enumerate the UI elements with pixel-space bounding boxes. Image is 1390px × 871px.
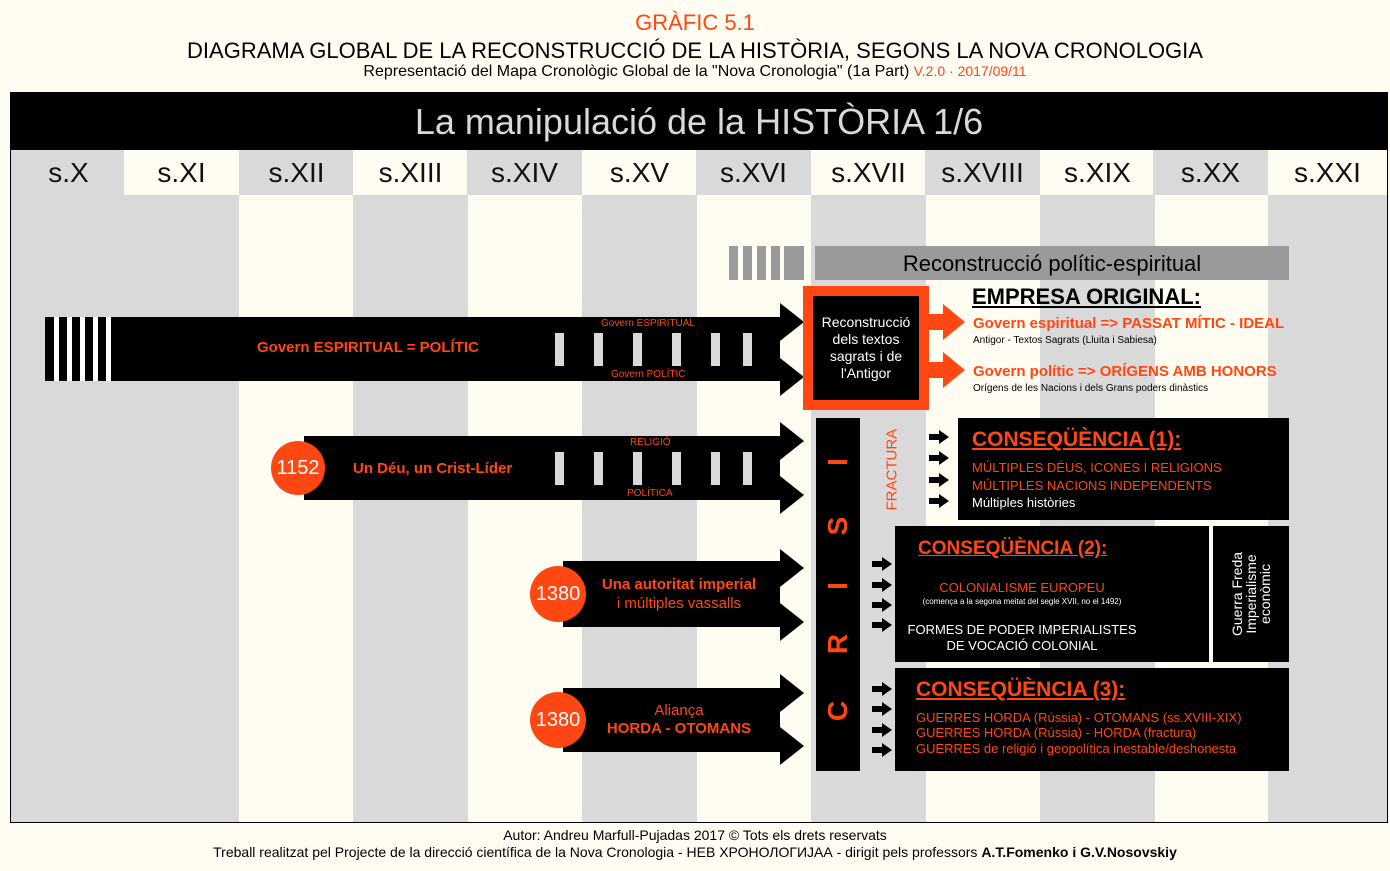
crisi-letter-2: R	[822, 633, 853, 655]
century-label-11: s.XX	[1153, 150, 1268, 195]
century-label-8: s.XVII	[811, 150, 926, 195]
small-arrow-1d	[929, 498, 939, 504]
empresa-line1-sub: Antigor - Textos Sagrats (Lluita i Sabiesa)	[973, 335, 1157, 346]
small-arrow-2c	[872, 602, 882, 608]
footer-author: Autor: Andreu Marfull-Pujadas 2017 © Tots els drets reservats	[503, 827, 887, 843]
consequence1-title: CONSEQÜÈNCIA (1):	[972, 428, 1182, 451]
century-label-12: s.XXI	[1268, 150, 1387, 195]
flow1-lead-stripe-4	[93, 317, 98, 381]
flow1-arrow-bottom	[780, 358, 804, 396]
small-arrow-3c	[872, 727, 882, 733]
empresa-line1: Govern espiritual => PASSAT MÍTIC - IDEAL	[973, 315, 1285, 332]
center-box-text: Reconstrucció dels textos sagrats i de l'Antigor	[821, 314, 911, 381]
flow4-year-badge: 1380	[530, 692, 586, 748]
flow2-stripe-5	[711, 452, 720, 485]
small-arrow-2a-head	[882, 557, 892, 571]
side-box-line1: Guerra Freda	[1229, 551, 1246, 637]
century-label-10: s.XIX	[1040, 150, 1155, 195]
consequence2-line2: FORMES DE PODER IMPERIALISTES	[907, 622, 1137, 637]
small-arrow-3d	[872, 747, 882, 753]
small-arrow-2b	[872, 582, 882, 588]
century-label-9: s.XVIII	[925, 150, 1040, 195]
side-box-line2: Imperialisme	[1243, 554, 1260, 634]
flow1-lead-stripe-1	[54, 317, 59, 381]
flow2-arrow-top	[780, 422, 804, 460]
subtitle-text: Representació del Mapa Cronològic Global de la "Nova Cronologia" (1a Part)	[363, 63, 910, 80]
century-label-1: s.X	[11, 150, 126, 195]
flow2-label: Un Déu, un Crist-Líder	[353, 460, 513, 477]
small-arrow-1d-head	[939, 494, 949, 508]
flow1-stripe-2	[594, 333, 603, 366]
column-bg-1	[11, 150, 126, 822]
orange-arrow-2-head	[943, 352, 965, 388]
century-label-5: s.XIV	[467, 150, 582, 195]
recon-stripe-1	[729, 246, 738, 280]
crisi-letter-4: S	[822, 516, 853, 536]
side-box-text-wrap	[1213, 526, 1289, 662]
small-arrow-2d	[872, 622, 882, 628]
empresa-line2-sub: Orígens de les Nacions i dels Grans poders dinàstics	[973, 383, 1209, 394]
flow1-stripe-4	[672, 333, 681, 366]
recon-stripe-4	[771, 246, 780, 280]
century-label-6: s.XV	[582, 150, 697, 195]
flow1-arrow-top	[780, 303, 804, 341]
footer-professors: A.T.Fomenko i G.V.Nosovskiy	[981, 844, 1177, 860]
side-box-text	[1230, 552, 1272, 636]
flow2-year-badge: 1152	[271, 441, 325, 495]
century-label-2: s.XI	[124, 150, 239, 195]
small-arrow-3d-head	[882, 743, 892, 757]
footer-credits	[0, 844, 1390, 860]
empresa-line2: Govern polític => ORÍGENS AMB HONORS	[973, 363, 1277, 380]
century-label-3: s.XII	[239, 150, 354, 195]
version-text: V.2.0 · 2017/09/11	[913, 63, 1027, 79]
crisi-letter-3: I	[822, 582, 853, 590]
consequence2-line1-sub: (comença a la segona meitat del segle XVII, no el 1492)	[922, 597, 1122, 606]
flow1-lead-stripe-3	[80, 317, 85, 381]
flow1-bottom-branch: Govern POLÍTIC	[611, 369, 686, 380]
small-arrow-3a-head	[882, 682, 892, 696]
flow2-top-branch: RELIGIÓ	[630, 437, 671, 448]
empresa-title: EMPRESA ORIGINAL:	[972, 284, 1201, 309]
column-bg-4	[353, 195, 468, 822]
flow3-arrow-bottom	[780, 603, 804, 641]
flow3-year-badge: 1380	[530, 566, 586, 622]
flow1-lead-stripe-5	[106, 317, 111, 381]
small-arrow-3a	[872, 686, 882, 692]
consequence3-line1: GUERRES HORDA (Rússia) - OTOMANS (ss.XVIII-XIX)	[916, 710, 1242, 725]
consequence2-title: CONSEQÜÈNCIA (2):	[918, 538, 1108, 559]
flow2-stripe-1	[555, 452, 564, 485]
footer-credits-text: Treball realitzat pel Projecte de la direcció científica de la Nova Cronologia - НЕВ ХРОНОЛОГИЈАА - dirigit pels professors	[213, 844, 978, 860]
orange-arrow-1-head	[943, 304, 965, 340]
flow4-arrow-bottom	[780, 727, 804, 765]
column-bg-2	[124, 195, 239, 822]
flow4-label-line1: Aliança	[654, 702, 704, 719]
banner-title: La manipulació de la HISTÒRIA 1/6	[11, 93, 1387, 150]
small-arrow-1b	[929, 455, 939, 461]
small-arrow-2a	[872, 561, 882, 567]
consequence1-line3: Múltiples històries	[972, 495, 1076, 510]
chart-number: GRÀFIC 5.1	[635, 10, 755, 35]
flow1-stripe-6	[743, 333, 752, 366]
flow1-label: Govern ESPIRITUAL = POLÍTIC	[257, 339, 479, 356]
flow1-stripe-3	[633, 333, 642, 366]
small-arrow-1c	[929, 477, 939, 483]
flow2-stripe-4	[672, 452, 681, 485]
consequence2-line1: COLONIALISME EUROPEU	[939, 580, 1105, 595]
flow4-arrow-top	[780, 674, 804, 712]
crisi-letter-5: I	[822, 458, 853, 466]
recon-stripe-3	[757, 246, 766, 280]
small-arrow-1a	[929, 434, 939, 440]
recon-stripe-5	[784, 246, 804, 280]
flow3-bar	[563, 561, 780, 627]
flow3-arrow-top	[780, 549, 804, 587]
flow2-stripe-3	[633, 452, 642, 485]
small-arrow-1c-head	[939, 473, 949, 487]
reconstruction-bar: Reconstrucció polític-espiritual	[815, 246, 1289, 280]
orange-arrow-1-shaft	[929, 314, 943, 330]
flow1-stripe-1	[555, 333, 564, 366]
crisi-letter-1: C	[822, 700, 853, 722]
consequence3-line2: GUERRES HORDA (Rússia) - HORDA (fractura)	[916, 725, 1197, 740]
small-arrow-3c-head	[882, 723, 892, 737]
small-arrow-2b-head	[882, 578, 892, 592]
page-subtitle	[0, 63, 1390, 81]
small-arrow-1a-head	[939, 430, 949, 444]
fractura-label: FRACTURA	[883, 428, 901, 511]
flow3-label-line1: Una autoritat imperial	[601, 576, 757, 593]
flow2-stripe-6	[743, 452, 752, 485]
flow4-label-line2: HORDA - OTOMANS	[606, 720, 752, 737]
consequence2-line3: DE VOCACIÓ COLONIAL	[946, 638, 1098, 653]
small-arrow-3b	[872, 706, 882, 712]
center-box	[813, 296, 919, 400]
flow1-lead-stripe-2	[67, 317, 72, 381]
flow1-stripe-5	[711, 333, 720, 366]
recon-stripe-2	[743, 246, 752, 280]
century-label-4: s.XIII	[353, 150, 468, 195]
small-arrow-2d-head	[882, 618, 892, 632]
consequence1-line2: MÚLTIPLES NACIONS INDEPENDENTS	[972, 478, 1212, 493]
flow1-top-branch: Govern ESPIRITUAL	[601, 318, 695, 329]
small-arrow-2c-head	[882, 598, 892, 612]
flow2-bottom-branch: POLÍTICA	[627, 488, 673, 499]
side-box-line3: econòmic	[1257, 564, 1274, 624]
flow2-stripe-2	[594, 452, 603, 485]
consequence3-line3: GUERRES de religió i geopolítica inestable/deshonesta	[916, 741, 1237, 756]
consequence3-title: CONSEQÜÈNCIA (3):	[916, 678, 1126, 701]
small-arrow-3b-head	[882, 702, 892, 716]
flow2-arrow-bottom	[780, 476, 804, 514]
page-title: DIAGRAMA GLOBAL DE LA RECONSTRUCCIÓ DE LA HISTÒRIA, SEGONS LA NOVA CRONOLOGIA	[187, 38, 1203, 63]
flow3-label-line2: i múltiples vassalls	[616, 595, 742, 612]
century-label-7: s.XVI	[696, 150, 811, 195]
consequence1-line1: MÚLTIPLES DÉUS, ICONES I RELIGIONS	[972, 460, 1222, 475]
orange-arrow-2-shaft	[929, 362, 943, 378]
small-arrow-1b-head	[939, 451, 949, 465]
